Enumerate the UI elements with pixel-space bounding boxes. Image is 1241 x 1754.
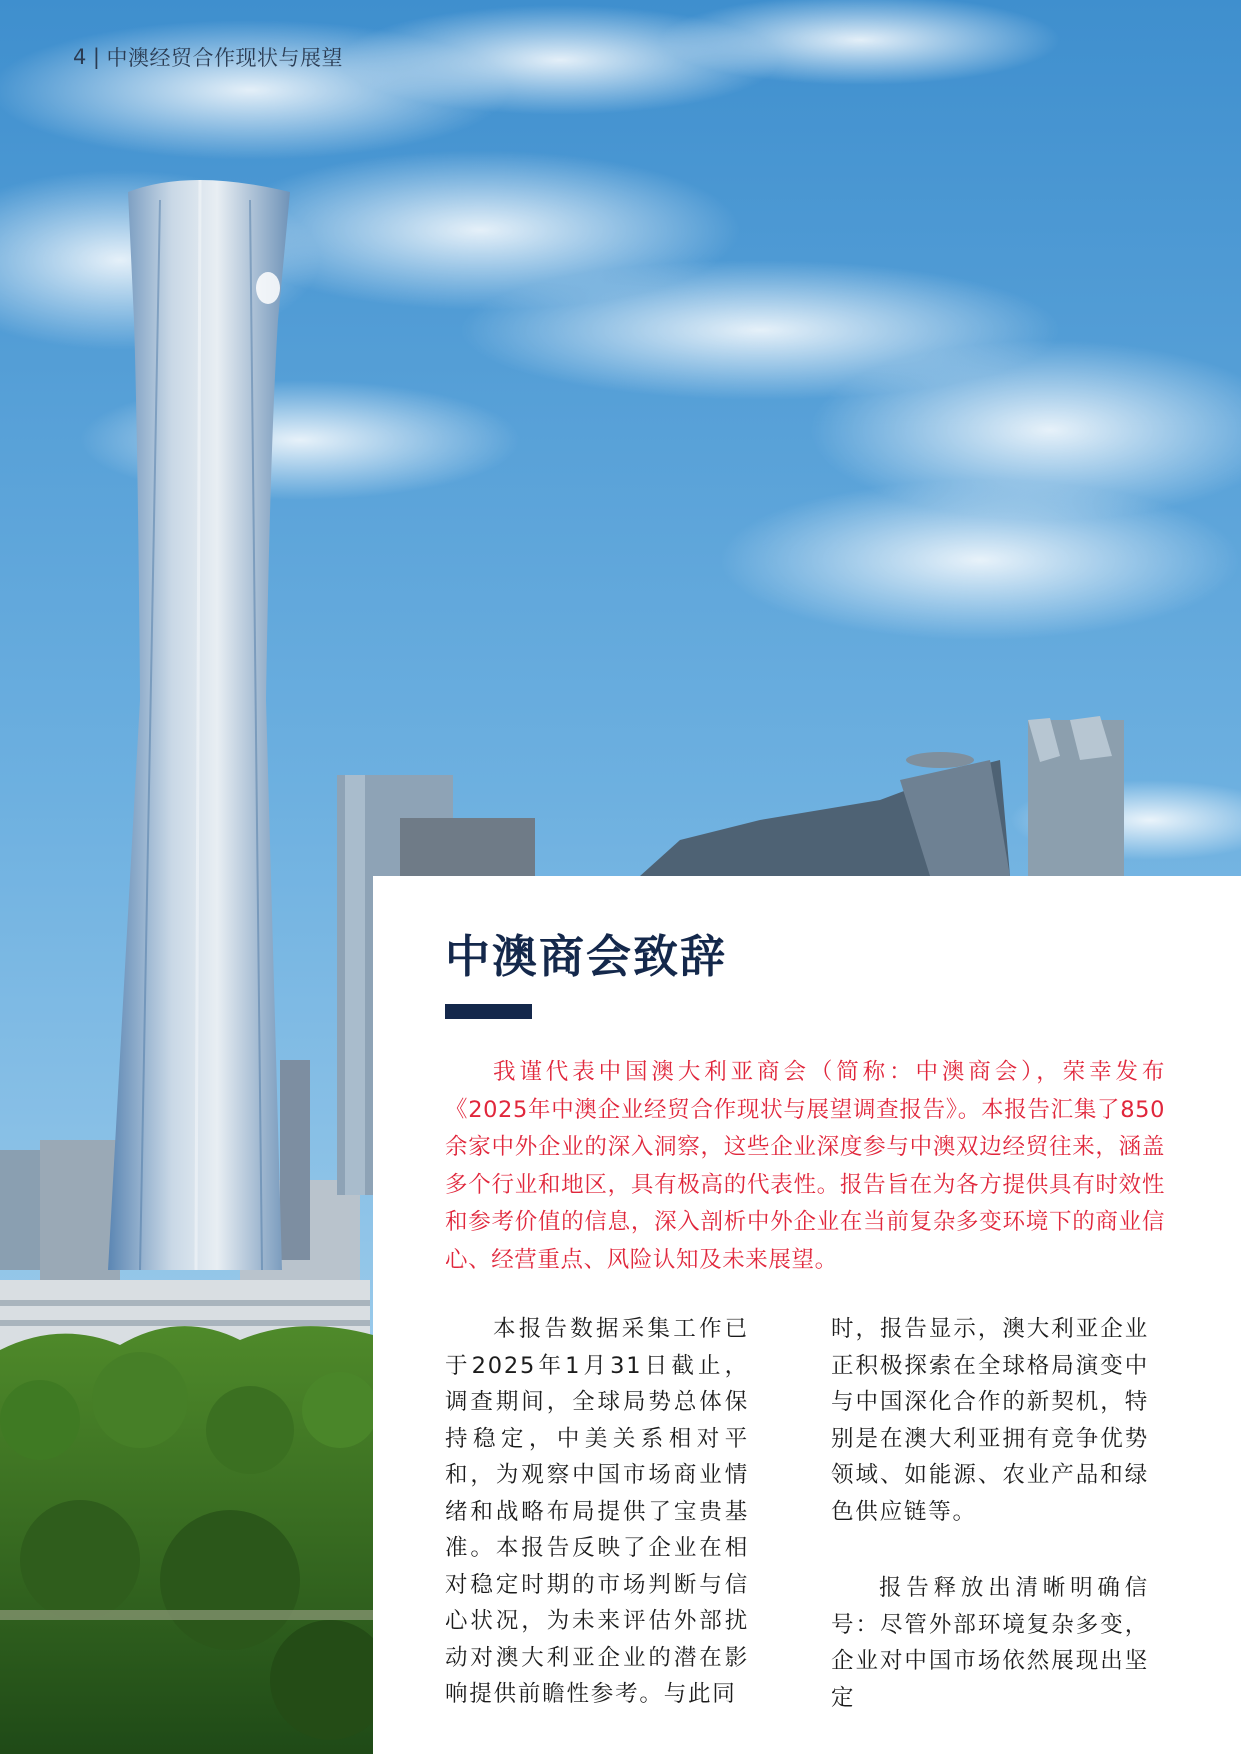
- intro-paragraph: 我谨代表中国澳大利亚商会（简称：中澳商会），荣幸发布《2025年中澳企业经贸合作现状与展望调查报告》。本报告汇集了850余家中外企业的深入洞察，这些企业深度参与中澳双边经贸往来，涵盖多个行业和地区，具有极高的代表性。报告旨在为各方提供具有时效性和参考价值的信息，深入剖析中外企业在当前复杂多变环境下的商业信心、经营重点、风险认知及未来展望。: [445, 1059, 1165, 1273]
- body-paragraph-left: 本报告数据采集工作已于2025年1月31日截止，调查期间，全球局势总体保持稳定，中美关系相对平和，为观察中国市场商业情绪和战略布局提供了宝贵基准。本报告反映了企业在相对稳定时期的市场判断与信心状况，为未来评估外部扰动对澳大利亚企业的潜在影响提供前瞻性参考。与此同: [445, 1316, 749, 1707]
- body-column-left: [445, 1311, 749, 1713]
- body-paragraph-right-2: 报告释放出清晰明确信号：尽管外部环境复杂多变，企业对中国市场依然展现出坚定: [831, 1575, 1149, 1711]
- page-number: 4: [73, 45, 87, 69]
- running-title: 中澳经贸合作现状与展望: [106, 46, 343, 70]
- running-header: [73, 42, 343, 72]
- message-panel: [373, 876, 1241, 1754]
- page-title: 中澳商会致辞: [445, 930, 728, 983]
- title-underline: [445, 1004, 532, 1019]
- body-paragraph-right-1: 时，报告显示，澳大利亚企业正积极探索在全球格局演变中与中国深化合作的新契机，特别是在澳大利亚拥有竞争优势领域、如能源、农业产品和绿色供应链等。: [831, 1316, 1149, 1525]
- trees: [0, 1326, 390, 1754]
- body-column-right: [831, 1311, 1149, 1716]
- header-separator: |: [92, 45, 101, 69]
- right-tower: [1028, 716, 1124, 876]
